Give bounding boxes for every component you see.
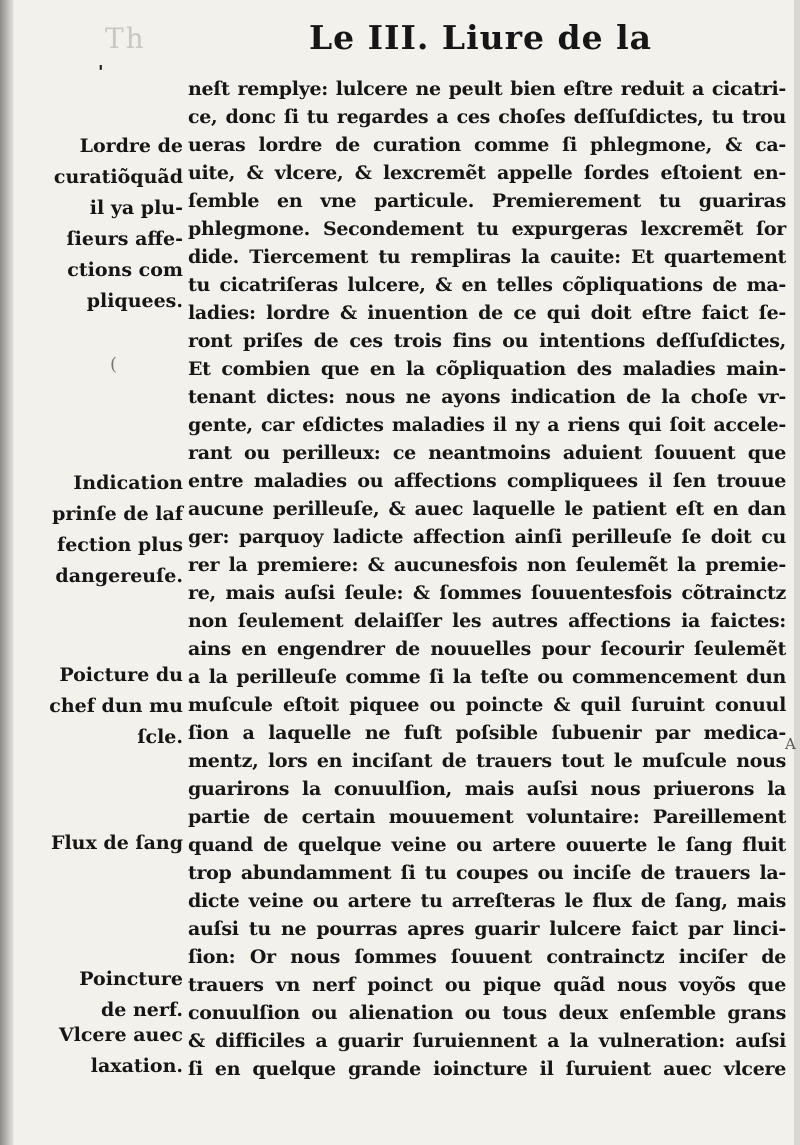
text-line: non ſeulement delaiſſer les autres affections ia faictes: xyxy=(188,610,786,632)
page-gutter xyxy=(0,0,14,1145)
text-line: gente, car eſdictes maladies il ny a riens qui ſoit accele- xyxy=(188,414,786,436)
text-line: ger: parquoy ladicte affection ainſi perilleuſe ſe doit cu xyxy=(188,526,786,548)
text-line: ſion: Or nous ſommes ſouuent contrainctz inciſer de xyxy=(188,946,786,968)
text-line: Et combien que en la cõpliquation des maladies main- xyxy=(188,358,786,380)
text-line: ladies: lordre & inuention de ce qui doit eſtre faict ſe- xyxy=(188,302,786,324)
text-line: entre maladies ou affections compliquees il ſen trouue xyxy=(188,470,786,492)
running-header: Le III. Liure de la xyxy=(308,18,652,57)
text-line: uite, & vlcere, & lexcremẽt appelle ſordes eſtoient en- xyxy=(188,162,786,184)
text-line: aucune perilleuſe, & auec laquelle le patient eſt en dan xyxy=(188,498,786,520)
text-line: ueras lordre de curation comme ſi phlegmone, & ca- xyxy=(188,134,786,156)
text-line: phlegmone. Secondement tu expurgeras lexcremẽt ſor xyxy=(188,218,786,240)
show-through-text: Th xyxy=(105,22,146,55)
text-line: dide. Tiercement tu rempliras la cauite: Et quartement xyxy=(188,246,786,268)
text-line: auſsi tu ne pourras apres guarir lulcere faict par linci- xyxy=(188,918,786,940)
text-line: ſi en quelque grande ioincture il ſuruient auec vlcere xyxy=(188,1058,786,1080)
text-line: ains en engendrer de nouuelles pour ſecourir ſeulemẽt xyxy=(188,638,786,660)
margin-note: Poincture de nerf. xyxy=(79,968,183,1021)
page-edge xyxy=(794,0,800,1145)
text-line: re, mais auſsi ſeule: & ſommes ſouuentesfois cõtrainctz xyxy=(188,582,786,604)
text-line: conuulſion ou alienation ou tous deux enſemble grans xyxy=(188,1002,786,1024)
text-line: tenant dictes: nous ne ayons indication de la choſe vr- xyxy=(188,386,786,408)
text-line: muſcule eſtoit piquee ou poincte & quil ſuruint conuul xyxy=(188,694,786,716)
text-line: rer la premiere: & aucunesfois non ſeulemẽt la premie- xyxy=(188,554,786,576)
edge-fragment: A xyxy=(785,735,796,753)
text-line: partie de certain mouuement voluntaire: Pareillement xyxy=(188,806,786,828)
text-line: a la perilleuſe comme ſi la teſte ou commencement dun xyxy=(188,666,786,688)
text-line: rant ou perilleux: ce neantmoins aduient ſouuent que xyxy=(188,442,786,464)
text-line: ſemble en vne particule. Premierement tu guariras xyxy=(188,190,786,212)
text-line: ſion a laquelle ne fuſt poſsible ſubuenir par medica- xyxy=(188,722,786,744)
margin-note: Indication prinſe de laf fection plus dangereuſe. xyxy=(52,472,183,587)
marginal-mark: ( xyxy=(110,354,118,375)
text-line: ce, donc ſi tu regardes a ces choſes deſſuſdictes, tu trou xyxy=(188,106,786,128)
text-line: quand de quelque veine ou artere ouuerte le ſang fluit xyxy=(188,834,786,856)
text-line: tu cicatriſeras lulcere, & en telles cõpliquations de ma- xyxy=(188,274,786,296)
margin-note: Vlcere auec laxation. xyxy=(58,1024,183,1077)
text-line: trop abundamment ſi tu coupes ou inciſe de trauers la- xyxy=(188,862,786,884)
text-line: trauers vn nerf poinct ou pique quãd nous voyõs que xyxy=(188,974,786,996)
text-line: dicte veine ou artere tu arreſteras le flux de ſang, mais xyxy=(188,890,786,912)
margin-note: Poicture du chef dun mu ſcle. xyxy=(49,664,183,748)
text-line: neſt remplye: lulcere ne peult bien eſtre reduit a cicatri- xyxy=(188,78,786,100)
margin-note: Lordre de curatiõquãd il ya plu- ſieurs affe- ctions com pliquees. xyxy=(53,135,183,312)
text-line: ront priſes de ces trois fins ou intentions deſſuſdictes, xyxy=(188,330,786,352)
text-line: & difficiles a guarir ſuruiennent a la vulneration: auſsi xyxy=(188,1030,786,1052)
marginal-mark: ' xyxy=(98,62,104,83)
margin-note: Flux de ſang xyxy=(50,832,183,854)
text-line: mentz, lors en inciſant de trauers tout le muſcule nous xyxy=(188,750,786,772)
text-line: guarirons la conuulſion, mais auſsi nous priuerons la xyxy=(188,778,786,800)
